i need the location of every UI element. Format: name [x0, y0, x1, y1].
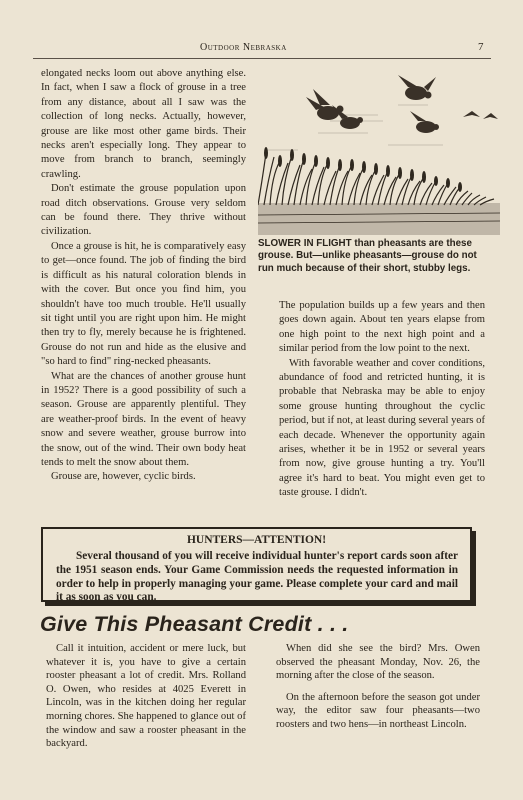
paragraph: Call it intuition, accident or mere luck, but whatever it is, you have to give a certain rooster pheasant a lot of credit. Mrs. Rolland O. Owen, who resides at 4025 Everett in Lincoln, was in the kitchen doing her regular morning chores. She happened to glance out of the window and saw a rooster pheasant in the backyard. — [46, 643, 246, 750]
notice-body: Several thousand of you will receive individual hunter's report cards soon after the 1951 season ends. Your Game Commission needs the requested information in order to help in properly managing your game. Please complete your card and mail it as soon as you can. — [56, 550, 458, 604]
running-head: Outdoor Nebraska — [200, 42, 287, 53]
left-column — [41, 67, 246, 485]
paragraph: When did she see the bird? Mrs. Owen observed the pheasant Monday, Nov. 26, the morning after the close of the season. — [276, 643, 480, 682]
paragraph: With favorable weather and cover conditions, abundance of food and retricted hunting, it is probable that Nebraska may be able to enjoy some grouse hunting throughout the cyclic period, but if not, at least during several years of each decade. Whenever the opportunity again arises, whether it be in 1952 or several years from now, give grouse hunting a try. You'll agree it's hard to beat. You might even get to taste grouse. I didn't. — [279, 357, 485, 499]
notice-title: HUNTERS—ATTENTION! — [186, 534, 327, 546]
grouse-flight-illustration — [258, 75, 500, 235]
paragraph: The population builds up a few years and then goes down again. About ten years elapse from one high point to the next high point and a similar period from the low point to the next. — [279, 300, 485, 355]
paragraph: elongated necks loom out above anything else. In fact, when I saw a flock of grouse in a tree from any distance, about all I saw was the collection of long necks. Actually, however, grouse are like most other game birds. Their necks aren't especially long. They appear to move from branch to branch, seemingly crawling. — [41, 68, 246, 180]
header-rule — [33, 58, 491, 59]
page-number: 7 — [478, 41, 484, 53]
paragraph: Grouse are, however, cyclic birds. — [51, 471, 196, 483]
right-column — [279, 299, 485, 501]
illustration-caption: SLOWER IN FLIGHT than pheasants are these grouse. But—unlike pheasants—grouse do not run much because of their short, stubby legs. — [258, 238, 477, 274]
article2-right-column — [276, 642, 480, 732]
paragraph: What are the chances of another grouse hunt in 1952? There is a good possibility of such a season. Grouse are apparently plentiful. They are weather-proof birds. In the event of heavy snow and severe weather, grouse burrow into the snow, out of the wind. Their own body heat tends to melt the snow about them. — [41, 370, 246, 468]
paragraph: On the afternoon before the season got under way, the editor saw four pheasants—two roosters and two hens—in northeast Lincoln. — [276, 691, 480, 730]
article-headline: Give This Pheasant Credit . . . — [40, 612, 349, 636]
paragraph: Don't estimate the grouse population upon road ditch observations. Grouse very seldom can be found there. They thrive without civilization. — [41, 183, 246, 238]
article2-left-column — [46, 642, 246, 751]
paragraph: Once a grouse is hit, he is comparatively easy to get—once found. The job of finding the bird is difficult as his natural coloration blends in with the cover. But once you find him, you shouldn't have too much trouble. He'll usually sit tight until you are right upon him. He might then try to fly, merely because he is frightened. Grouse do not run and hide as the elusive and "so hard to find" ring-necked pheasants. — [41, 240, 246, 368]
